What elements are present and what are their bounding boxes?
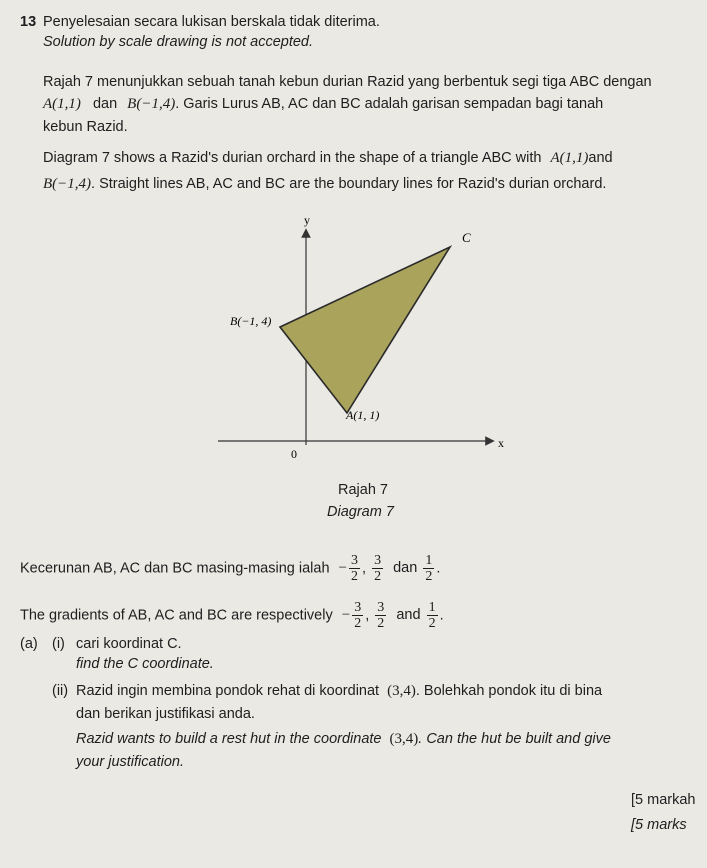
intro-en-text: Diagram 7 shows a Razid's durian orchard in the shape of a triangle ABC with — [43, 150, 542, 166]
origin-label: 0 — [291, 447, 297, 461]
x-axis-label: x — [498, 436, 504, 450]
intro-ms-line2 — [43, 96, 603, 113]
marks-ms: [5 markah — [631, 792, 696, 808]
gradient-bc-en — [427, 600, 438, 631]
and-en: and — [588, 150, 613, 166]
ab-num-en: 3 — [354, 600, 362, 615]
part-i-label: (i) — [52, 636, 65, 652]
gradient-ab-en — [352, 600, 363, 631]
ab-num: 3 — [351, 553, 359, 568]
ab-den: 2 — [351, 569, 359, 584]
dan-ms: dan — [92, 96, 118, 112]
part-i-ms: cari koordinat C. — [76, 636, 182, 652]
intro-en-line2 — [43, 176, 606, 193]
part-ii-label: (ii) — [52, 683, 69, 699]
question-title-ms — [43, 14, 380, 30]
part-ii-en-text: Razid wants to build a rest hut in the coordinate — [76, 731, 382, 747]
gradients-en — [20, 600, 444, 631]
part-ii-en-line2: your justification. — [76, 754, 184, 770]
part-ii-en-line1 — [76, 731, 611, 748]
and-gradients: and — [396, 607, 421, 624]
triangle-diagram — [200, 205, 510, 470]
part-ii-ms-text-b: . Bolehkah pondok itu di bina — [415, 683, 603, 699]
bc-num-en: 1 — [428, 600, 436, 615]
point-c-label: C — [462, 230, 471, 245]
period-ms: . — [436, 560, 441, 577]
bc-num: 1 — [425, 553, 433, 568]
caption-ms: Rajah 7 — [338, 482, 388, 498]
hut-coordinate-ms: (3,4) — [387, 683, 416, 699]
intro-en-line2-rest: . Straight lines AB, AC and BC are the boundary lines for Razid's durian orchard. — [91, 176, 607, 192]
part-ii-en-text-b: . Can the hut be built and give — [418, 731, 611, 747]
point-a-en: A(1,1) — [550, 150, 589, 166]
gradients-ms — [20, 553, 440, 584]
ac-num: 3 — [374, 553, 382, 568]
marks-en: [5 marks — [631, 817, 687, 833]
ab-den-en: 2 — [354, 616, 362, 631]
point-b-label: B(−1, 4) — [230, 314, 272, 328]
part-ii-ms-line1 — [76, 683, 602, 700]
dan-gradients: dan — [393, 560, 418, 577]
period-en: . — [439, 607, 444, 624]
part-ii-ms-line2: dan berikan justifikasi anda. — [76, 706, 255, 722]
comma-1-ms: , — [362, 560, 367, 577]
hut-coordinate-en: (3,4) — [389, 731, 419, 747]
bc-den: 2 — [425, 569, 433, 584]
caption-en: Diagram 7 — [327, 504, 394, 520]
ac-num-en: 3 — [377, 600, 385, 615]
part-a-label: (a) — [20, 636, 38, 652]
minus-sign-ms: − — [338, 560, 348, 577]
gradient-ac-en — [375, 600, 386, 631]
gradients-ms-text: Kecerunan AB, AC dan BC masing-masing ialah — [20, 560, 330, 577]
point-a-label: A(1, 1) — [346, 408, 380, 422]
part-i-en: find the C coordinate. — [76, 656, 214, 672]
ac-den: 2 — [374, 569, 382, 584]
minus-sign-en: − — [341, 607, 351, 624]
comma-1-en: , — [365, 607, 370, 624]
intro-en-line1 — [43, 150, 613, 167]
ac-den-en: 2 — [377, 616, 385, 631]
title-ms: Penyelesaian secara lukisan berskala tidak diterima. — [43, 14, 380, 30]
part-ii-ms-text: Razid ingin membina pondok rehat di koordinat — [76, 683, 380, 699]
point-a-ms: A(1,1) — [43, 96, 81, 112]
point-b-en: B(−1,4) — [43, 176, 92, 192]
intro-ms-line2-rest: . Garis Lurus AB, AC dan BC adalah garisan sempadan bagi tanah — [175, 96, 604, 112]
intro-ms-line1: Rajah 7 menunjukkan sebuah tanah kebun durian Razid yang berbentuk segi tiga ABC dengan — [43, 74, 652, 90]
y-axis-label: y — [304, 213, 310, 227]
gradients-en-text: The gradients of AB, AC and BC are respectively — [20, 607, 333, 624]
gradient-ab-ms — [349, 553, 360, 584]
intro-ms-line3: kebun Razid. — [43, 119, 128, 135]
question-title-en: Solution by scale drawing is not accepted. — [43, 34, 314, 50]
gradient-ac-ms — [372, 553, 383, 584]
question-number: 13 — [20, 14, 37, 30]
gradient-bc-ms — [423, 553, 434, 584]
bc-den-en: 2 — [428, 616, 436, 631]
point-b-ms: B(−1,4) — [127, 96, 176, 112]
